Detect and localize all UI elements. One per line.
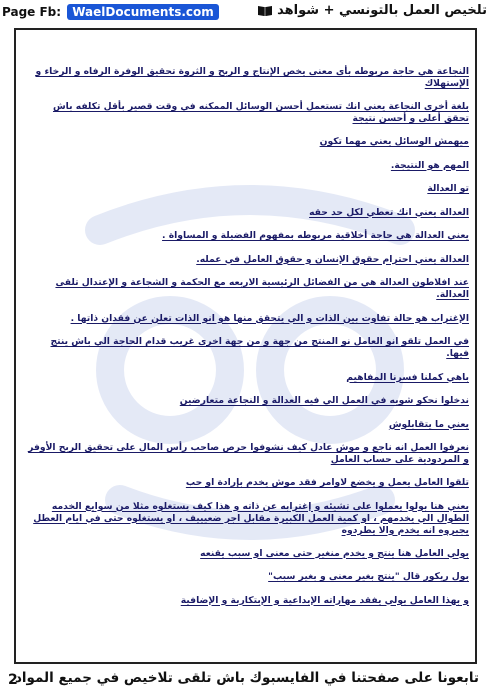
text-line: ندخلوا نحكو شويه في العمل الي فيه العدالة و النجاعة متعارضين [179, 395, 469, 406]
page-fb-label: Page Fb: [2, 5, 62, 19]
text-line: تلقوا العامل يعمل و يخضع لاوامر فقد موش يخدم بإرادة او حب [185, 477, 469, 488]
text-line: نعرفوا العمل انه ناجع و موش عادل كيف نشوفوا حرص صاحب رأس المال على تحقيق الربح الأوفر و المردودية على حساب العامل [28, 442, 469, 465]
text-line: العدالة يعني انك تعطي لكل حد حقه [309, 206, 469, 218]
text-line: الإغتراب هو حالة تفاوت بين الذات و الي يتحقق منها هو انو الذات تعلن عن فقدان ذاتها . [70, 312, 469, 324]
text-line: بلغة أخرى النجاعة يعني انك تستعمل أحسن الوسائل الممكنه في وقت قصير بأقل تكلفه باش تحقق أعلى و أحسن نتيجة [52, 101, 469, 124]
text-line: و بهذا العامل بولي يفقد مهاراته الإبداعية و الإبتكارية و الإضافية [180, 594, 469, 606]
page-number: 2 [8, 672, 18, 688]
text-line: النجاعة هي حاجة مربوطه بأي معنى يخص الإنتاج و الربح و الثروة تحقيق الوفرة الرفاه و الرخاء و الإستهلاك [35, 66, 469, 89]
text-line: ميهمش الوسائل يعني مهما تكون [319, 136, 469, 147]
text-line: في العمل تلقو انو العامل نو المنتج من جهة و من جهة اخرى غريب قدام الحاجة الي باش ينتج فيها. [50, 336, 469, 359]
title-text: تلخيص العمل بالتونسي + شواهد [277, 3, 487, 18]
page-header [0, 0, 493, 30]
text-line: بولي العامل هنا ينتج و يخدم منغير حتى معنى او سبب يقنعه [200, 547, 469, 559]
text-line: تو العدالة [427, 183, 469, 194]
text-line: يعني هنا بولوا يعملوا على تشيئه و إغترابه عن ذاته و هذا كيف يستغلوه مثلا من سوايع الخدمه الطوال الي يخدمهم ، او كمية العمل الكبيرة مقابل اجر ضعيييف ، او يستغلوه حتى في ايام العطل يجبروه انه يخدم والا يطردوه [33, 500, 469, 536]
text-line: بول ريكور قال "ينتج بغير معنى و بغير سبب" [268, 571, 469, 582]
facebook-page-label [2, 4, 219, 20]
site-name-link[interactable]: WaelDocuments.com [67, 4, 219, 20]
document-body [26, 66, 469, 618]
text-line: باهي كملنا فسرنا المفاهيم [346, 371, 469, 383]
text-line: يعني العدالة هي حاجة أخلاقية مربوطه بمفهوم الفضيلة و المساواة . [162, 230, 469, 241]
document-title [257, 3, 487, 18]
book-icon [257, 5, 273, 17]
text-line: المهم هو النتيجة. [390, 159, 469, 171]
footer-text: تابعونا على صفحتنا في الفايسبوك باش تلقى تلاخيص في جميع المواد [14, 670, 479, 686]
text-line: العدالة يعني احترام حقوق الإنسان و حقوق العامل في عمله. [196, 253, 469, 265]
text-line: عند افلاطون العدالة هي من الفضائل الرئيسية الاربعه مع الحكمة و الشجاعة و الإعتدال تلقى العدالة. [55, 277, 469, 300]
page-footer [0, 664, 493, 698]
text-line: يعني ما يتقابلوش [388, 418, 469, 430]
